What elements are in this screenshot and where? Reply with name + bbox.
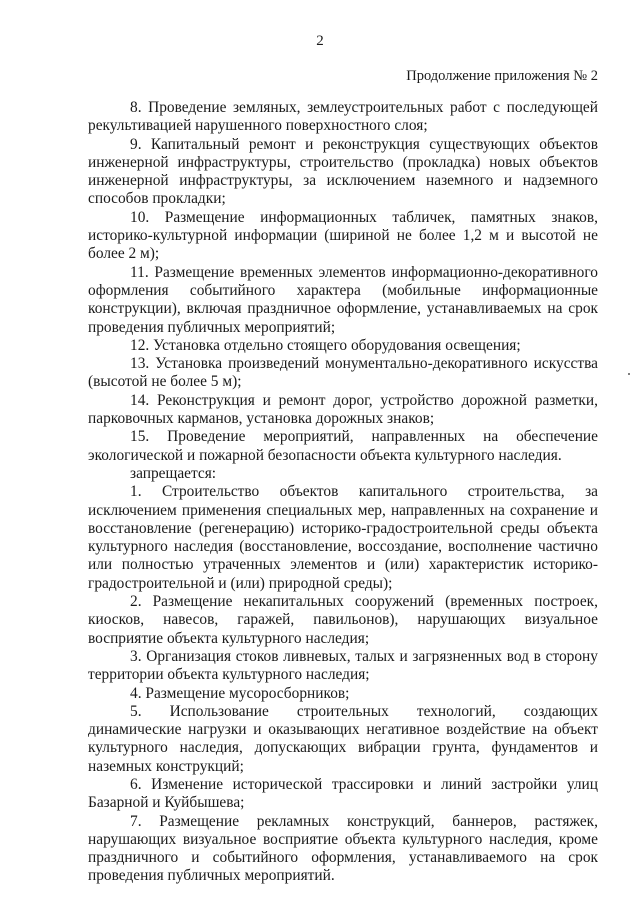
paragraph-prohibited-7: 7. Размещение рекламных конструкций, баннеров, растяжек, нарушающих визуальное восприятие объекта культурного наследия, кроме праздничного и событийного оформления, устанавливаемого на срок проведения публичных мероприятий. — [88, 812, 598, 885]
paragraph-prohibited-1: 1. Строительство объектов капитального строительства, за исключением применения специальных мер, направленных на сохранение и восстановление (регенерацию) историко-градостроительной среды объекта культурного наследия (восстановление, воссоздание, восполнение частично или полностью утраченных элементов и (или) характеристик историко-градостроительной и (или) природной среды); — [88, 483, 598, 592]
paragraph-allowed-13: 13. Установка произведений монументально-декоративного искусства (высотой не более 5 м); — [88, 355, 598, 391]
prohibited-heading: запрещается: — [130, 464, 217, 482]
paragraph-allowed-10: 10. Размещение информационных табличек, памятных знаков, историко-культурной информации (шириной не более 1,2 м и высотой не более 2 м); — [88, 208, 598, 263]
paragraph-allowed-8: 8. Проведение земляных, землеустроительных работ с последующей рекультивацией нарушенного поверхностного слоя; — [88, 99, 598, 135]
paragraph-allowed-11: 11. Размещение временных элементов информационно-декоративного оформления событийного характера (мобильные информационные конструкции), включая праздничное оформление, устанавливаемых на срок проведения публичных мероприятий; — [88, 263, 598, 336]
paragraph-allowed-12: 12. Установка отдельно стоящего оборудования освещения; — [130, 336, 521, 354]
document-body — [88, 99, 598, 886]
paragraph-prohibited-5: 5. Использование строительных технологий, создающих динамические нагрузки и оказывающих негативное воздействие на объект культурного наследия, допускающих вибрации грунта, фундаментов и наземных конструкций; — [88, 702, 598, 775]
paragraph-prohibited-3: 3. Организация стоков ливневых, талых и загрязненных вод в сторону территории объекта культурного наследия; — [88, 647, 598, 684]
paragraph-prohibited-4: 4. Размещение мусоросборников; — [130, 684, 350, 702]
page-number: 2 — [316, 33, 324, 49]
paragraph-allowed-15: 15. Проведение мероприятий, направленных на обеспечение экологической и пожарной безопасности объекта культурного наследия. — [88, 428, 598, 464]
appendix-continuation-note: Продолжение приложения № 2 — [406, 68, 598, 84]
scan-artifact-dot — [628, 373, 630, 375]
paragraph-prohibited-2: 2. Размещение некапитальных сооружений (временных построек, киосков, навесов, гаражей, павильонов), нарушающих визуальное восприятие объекта культурного наследия; — [88, 593, 598, 647]
paragraph-allowed-14: 14. Реконструкция и ремонт дорог, устройство дорожной разметки, парковочных карманов, установка дорожных знаков; — [88, 391, 598, 428]
paragraph-prohibited-6: 6. Изменение исторической трассировки и линий застройки улиц Базарной и Куйбышева; — [88, 775, 598, 812]
paragraph-allowed-9: 9. Капитальный ремонт и реконструкция существующих объектов инженерной инфраструктуры, строительство (прокладка) новых объектов инженерной инфраструктуры, за исключением наземного и надземного способов прокладки; — [88, 135, 598, 208]
